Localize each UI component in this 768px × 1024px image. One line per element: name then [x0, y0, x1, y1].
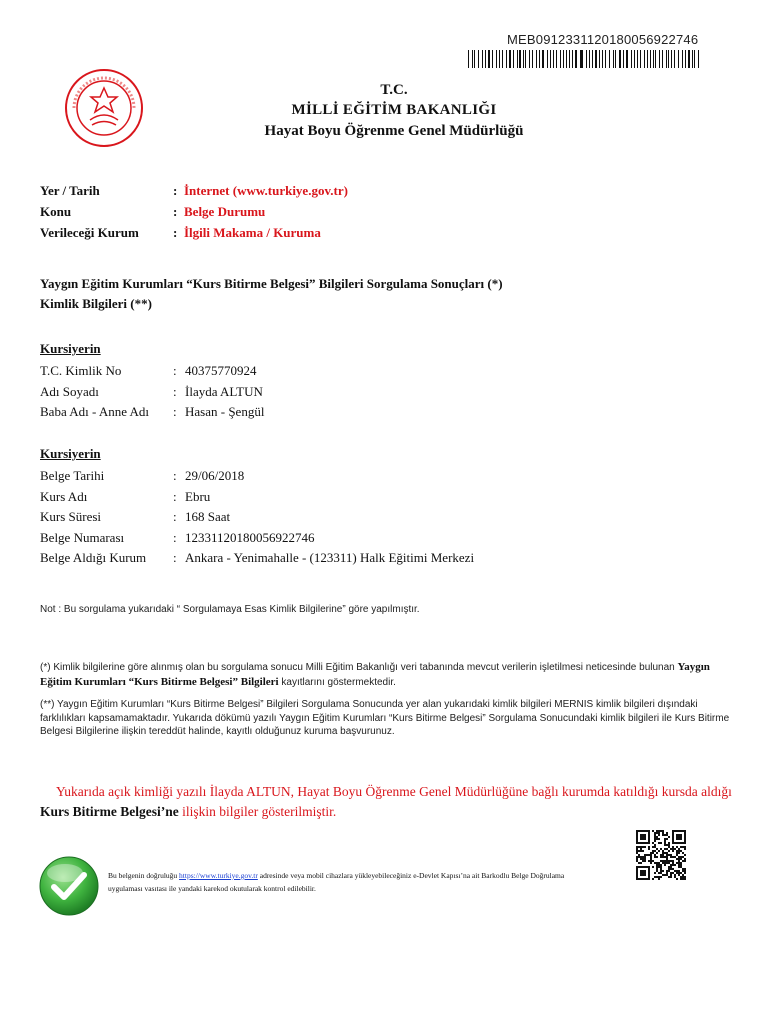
- meta-row-recipient: [40, 222, 348, 243]
- query-title: [40, 274, 503, 314]
- header-ministry: MİLLİ EĞİTİM BAKANLIĞI: [291, 102, 497, 118]
- meta-value: Belge Durumu: [184, 204, 266, 219]
- meta-colon: :: [173, 225, 178, 240]
- identity-row: [40, 382, 264, 403]
- certificate-statement: [40, 782, 740, 822]
- header-directorate: Hayat Boyu Öğrenme Genel Müdürlüğü: [264, 123, 524, 139]
- green-check-icon: [38, 855, 100, 917]
- meta-colon: :: [173, 204, 178, 219]
- field-value: 168 Saat: [185, 509, 231, 524]
- field-colon: :: [173, 529, 177, 545]
- footnote-1-end: kayıtlarını göstermektedir.: [278, 677, 396, 688]
- statement-bold: Kurs Bitirme Belgesi’ne: [40, 804, 179, 819]
- footnote-1-bold: Yaygın Eğitim Kurumları “Kurs Bitirme Belgesi” Bilgileri: [40, 661, 710, 688]
- course-row: [40, 548, 474, 569]
- identity-row: [40, 402, 264, 423]
- field-label: Belge Numarası: [40, 529, 125, 545]
- field-value: 40375770924: [185, 363, 257, 378]
- course-row: [40, 487, 474, 508]
- query-title-line2: Kimlik Bilgileri (**): [40, 296, 152, 311]
- meta-colon: :: [173, 183, 178, 198]
- field-colon: :: [173, 404, 177, 419]
- verify-text-end: adresinde veya mobil cihazlara yükleyebileceğiniz e-Devlet Kapısı’na ait Barkodlu Belge Doğrulama uygulaması vasıtası ile yandaki karekod okutularak kontrol edilebilir.: [108, 871, 565, 893]
- query-title-line1: Yaygın Eğitim Kurumları “Kurs Bitirme Belgesi” Bilgileri Sorgulama Sonuçları (*): [40, 276, 503, 291]
- barcode-icon: [468, 50, 700, 68]
- field-value: 12331120180056922746: [185, 529, 315, 545]
- meta-row-place-date: [40, 180, 348, 201]
- qr-code-icon[interactable]: [636, 830, 686, 880]
- verification-text: [108, 869, 578, 895]
- footnote-1: [40, 660, 730, 690]
- statement-end: ilişkin bilgiler gösterilmiştir.: [178, 804, 337, 819]
- header-tc: T.C.: [380, 82, 408, 98]
- field-label: Kurs Adı: [40, 488, 88, 504]
- field-label: T.C. Kimlik No: [40, 363, 122, 378]
- field-colon: :: [173, 363, 177, 378]
- footnote-2: (**) Yaygın Eğitim Kurumları “Kurs Bitirme Belgesi” Bilgileri Sorgulama Sonucunda yer alan yukarıdaki kimlik bilgileri MERNIS kimlik bilgileri dışındaki farklılıkları kapsamamaktadır. Yukarıda dökümü yazılı Yaygın Eğitim Kurumları “Kurs Bitirme Belgesi” Sorgulama Sonucundaki kimlik bilgileri ile Kurs Bitirme Belgesi Bilgilerine ilişkin tereddüt halinde, kayıtlı olduğunuz kuruma başvurunuz.: [40, 699, 730, 737]
- identity-section: [40, 340, 264, 423]
- field-colon: :: [173, 550, 177, 565]
- field-label: Kurs Süresi: [40, 509, 102, 524]
- field-label: Adı Soyadı: [40, 383, 99, 399]
- meta-table: [40, 180, 348, 243]
- field-value: Ankara - Yenimahalle - (123311) Halk Eğitimi Merkezi: [185, 550, 475, 565]
- identity-heading: Kursiyerin: [40, 341, 101, 356]
- field-label: Baba Adı - Anne Adı: [40, 404, 150, 419]
- course-heading: Kursiyerin: [40, 446, 101, 461]
- field-label: Belge Aldığı Kurum: [40, 550, 147, 565]
- meta-label: Konu: [40, 204, 72, 219]
- meta-value: İlgili Makama / Kuruma: [184, 225, 321, 240]
- meta-value: İnternet (www.turkiye.gov.tr): [184, 183, 348, 198]
- page-header: [0, 80, 768, 142]
- course-row: [40, 507, 474, 528]
- meta-row-subject: [40, 201, 348, 222]
- query-note: Not : Bu sorgulama yukarıdaki “ Sorgulamaya Esas Kimlik Bilgilerine” göre yapılmıştır.: [40, 604, 420, 615]
- field-value: Ebru: [185, 488, 211, 504]
- identity-row: [40, 361, 264, 382]
- meta-label: Verileceği Kurum: [40, 225, 139, 240]
- field-value: İlayda ALTUN: [185, 383, 263, 399]
- field-colon: :: [173, 383, 177, 399]
- verify-text: Bu belgenin doğruluğu: [108, 871, 180, 880]
- field-label: Belge Tarihi: [40, 468, 105, 483]
- course-row: [40, 466, 474, 487]
- field-colon: :: [173, 509, 177, 524]
- course-section: [40, 445, 474, 569]
- field-colon: :: [173, 468, 177, 483]
- meta-label: Yer / Tarih: [40, 183, 100, 198]
- document-code: MEB09123311201800569227​46: [507, 32, 699, 47]
- field-colon: :: [173, 488, 177, 504]
- statement-text: Yukarıda açık kimliği yazılı İlayda ALTUN, Hayat Boyu Öğrenme Genel Müdürlüğüne bağlı kurumda katıldığı kursda aldığı: [56, 784, 732, 799]
- field-value: 29/06/2018: [185, 468, 245, 483]
- turkiye-gov-link[interactable]: https://www.turkiye.gov.tr: [179, 871, 258, 880]
- field-value: Hasan - Şengül: [185, 404, 265, 419]
- course-row: [40, 528, 474, 549]
- footnote-1-text: (*) Kimlik bilgilerine göre alınmış olan bu sorgulama sonucu Milli Eğitim Bakanlığı veri tabanında mevcut verilerin işletilmesi neticesinde bulunan: [40, 662, 678, 673]
